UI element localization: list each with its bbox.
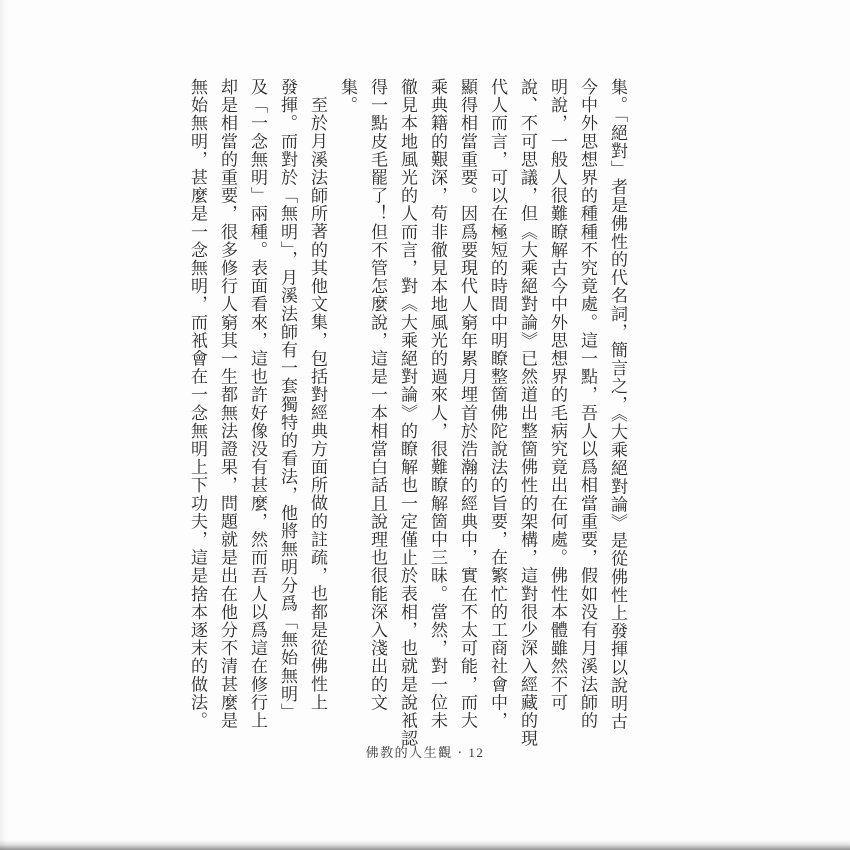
text-column-paragraph-start: 至於月溪法師所著的其他文集，包括對經典方面所做的註疏，也都是從佛性上 <box>308 96 327 712</box>
text-column: 集。 <box>338 78 357 115</box>
text-column: 發揮。而對於「無明」，月溪法師有一套獨特的看法，他將無明分爲「無始無明」 <box>278 78 297 722</box>
text-column: 今中外思想界的種種不究竟處。這一點，吾人以爲相當重要，假如没有月溪法師的 <box>578 78 597 730</box>
page-footer <box>0 742 850 761</box>
text-column: 無始無明，甚麼是一念無明，而衹會在一念無明上下功夫，這是捨本逐末的做法。 <box>188 78 207 730</box>
text-column: 說、不可思議，但《大乘絕對論》已然道出整箇佛性的架構，這對很少深入經藏的現 <box>518 78 537 748</box>
footer-separator: ‧ <box>457 745 464 760</box>
footer-page-number: 12 <box>468 745 485 760</box>
scan-edge-left <box>0 0 8 850</box>
text-column: 及「一念無明」兩種。表面看來，這也許好像没有甚麼，然而吾人以爲這在修行上 <box>248 78 267 730</box>
footer-book-title: 佛教的人生觀 <box>365 745 453 760</box>
text-column: 代人而言，可以在極短的時間中明瞭整箇佛陀說法的旨要，在繁忙的工商社會中， <box>488 78 507 730</box>
text-column: 明說，一般人很難瞭解古今中外思想界的毛病究竟出在何處。佛性本體雖然不可 <box>548 78 567 712</box>
text-column: 徹見本地風光的人而言，對《大乘絕對論》的瞭解也一定僅止於表相，也就是說衹認 <box>398 78 417 748</box>
text-block <box>182 78 632 750</box>
text-column: 却是相當的重要，很多修行人窮其一生都無法證果，問題就是出在他分不清甚麼是 <box>218 78 237 730</box>
text-column: 得一點皮毛罷了！但不管怎麼說，這是一本相當白話且說理也很能深入淺出的文 <box>368 78 387 712</box>
text-column: 集。「絕對」者是佛性的代名詞，簡言之，《大乘絕對論》是從佛性上發揮以說明古 <box>608 78 627 731</box>
text-column: 顯得相當重要。因爲要現代人窮年累月埋首於浩瀚的經典中，實在不太可能，而大 <box>458 78 477 730</box>
text-column: 乘典籍的艱深，苟非徹見本地風光的過來人，很難瞭解箇中三昧。當然，對一位未 <box>428 78 447 730</box>
scan-edge-bottom <box>0 840 850 850</box>
